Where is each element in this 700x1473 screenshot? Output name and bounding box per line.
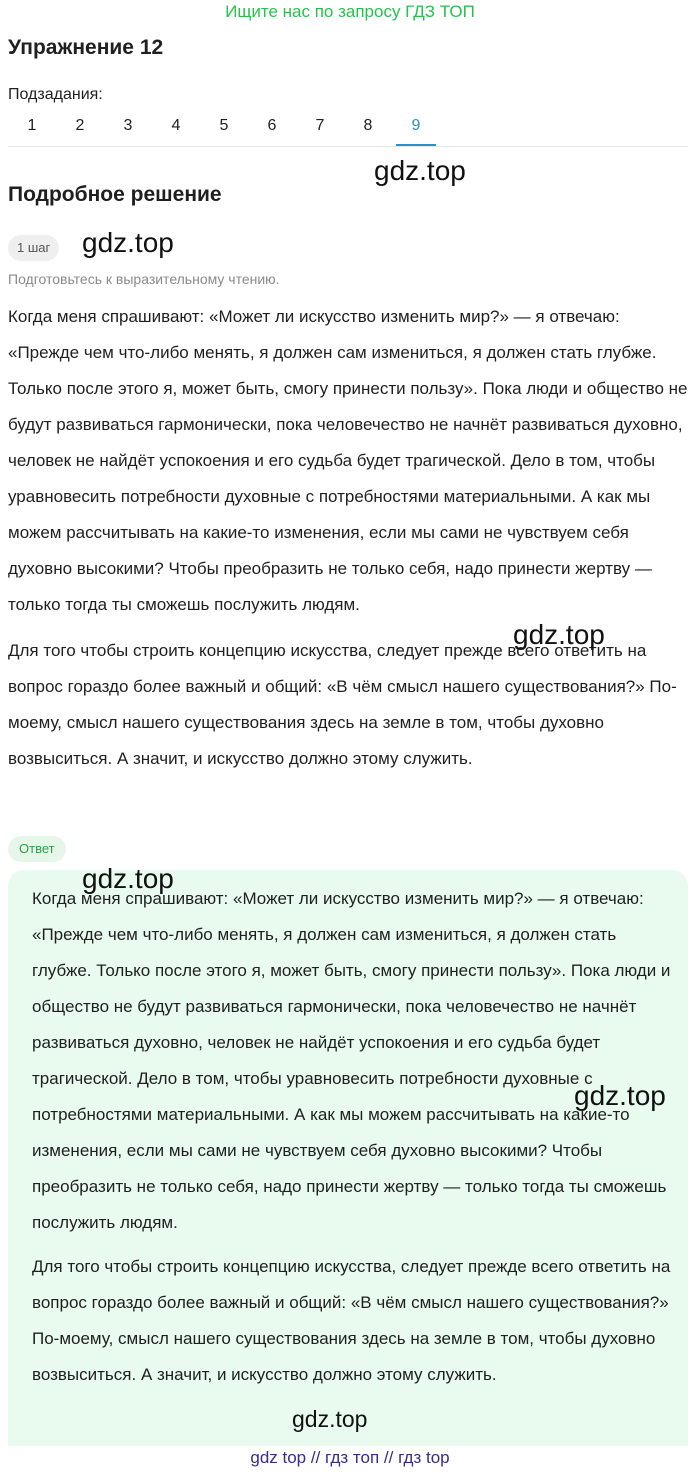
footer-link-gdz-top-ru[interactable]: гдз топ bbox=[325, 1448, 380, 1467]
subtask-tab-8[interactable]: 8 bbox=[363, 117, 373, 134]
subtask-tabs bbox=[8, 110, 440, 146]
section-title: Подробное решение bbox=[8, 183, 222, 206]
answer-box bbox=[8, 870, 688, 1446]
answer-paragraph: Для того чтобы строить концепцию искусства, следует прежде всего ответить на вопрос гораздо более важный и общий: «В чём смысл нашего существования?» По-моему, смысл нашего существования здесь на земле в том, чтобы духовно возвыситься. А значит, и искусство должно этому служить. bbox=[32, 1257, 671, 1384]
solution-text bbox=[8, 299, 692, 787]
subtask-tab-2[interactable]: 2 bbox=[75, 117, 85, 134]
watermark: gdz.top bbox=[513, 619, 605, 650]
watermark: gdz.top bbox=[292, 1406, 368, 1432]
step-badge: 1 шаг bbox=[8, 235, 59, 261]
subtask-tab-9[interactable]: 9 bbox=[392, 110, 440, 146]
footer-separator: // bbox=[379, 1448, 399, 1467]
tabs-divider bbox=[8, 146, 688, 147]
exercise-title: Упражнение 12 bbox=[8, 36, 164, 59]
solution-paragraph: Когда меня спрашивают: «Может ли искусство изменить мир?» — я отвечаю: «Прежде чем что-либо менять, я должен сам измениться, я должен стать глубже. Только после этого я, может быть, смогу принести пользу». Пока люди и общество не будут развиваться гармонически, пока человечество не начнёт развиваться духовно, человек не найдёт успокоения и его судьба будет трагической. Дело в том, чтобы уравновесить потребности духовные с потребностями материальными. А как мы можем рассчитывать на какие-то изменения, если мы сами не чувствуем себя духовно высокими? Чтобы преобразить не только себя, надо принести жертву — только тогда ты сможешь послужить людям. bbox=[8, 307, 688, 614]
footer-link-gdz-top-mixed[interactable]: гдз top bbox=[398, 1448, 450, 1467]
subtask-tab-6[interactable]: 6 bbox=[267, 117, 277, 134]
footer-link-gdz-top[interactable]: gdz top bbox=[250, 1448, 307, 1467]
subtask-tab-5[interactable]: 5 bbox=[219, 117, 229, 134]
watermark: gdz.top bbox=[82, 227, 174, 258]
footer-separator: // bbox=[306, 1448, 326, 1467]
top-banner[interactable]: Ищите нас по запросу ГДЗ ТОП bbox=[225, 2, 475, 21]
subtask-tab-3[interactable]: 3 bbox=[123, 117, 133, 134]
task-hint: Подготовьтесь к выразительному чтению. bbox=[8, 271, 280, 287]
watermark: gdz.top bbox=[374, 155, 466, 186]
answer-badge: Ответ bbox=[8, 836, 66, 862]
watermark: gdz.top bbox=[82, 863, 174, 894]
watermark: gdz.top bbox=[574, 1080, 666, 1111]
answer-paragraph: Когда меня спрашивают: «Может ли искусство изменить мир?» — я отвечаю: «Прежде чем что-либо менять, я должен сам измениться, я должен стать глубже. Только после этого я, может быть, смогу принести пользу». Пока люди и общество не будут развиваться гармонически, пока человечество не начнёт развиваться духовно, человек не найдёт успокоения и его судьба будет трагической. Дело в том, чтобы уравновесить потребности духовные с потребностями материальными. А как мы можем рассчитывать на какие-то изменения, если мы сами не чувствуем себя духовно высокими? Чтобы преобразить не только себя, надо принести жертву — только тогда ты сможешь послужить людям. bbox=[32, 889, 671, 1232]
subtasks-label: Подзадания: bbox=[8, 86, 103, 103]
footer-links bbox=[0, 1447, 700, 1469]
subtask-tab-4[interactable]: 4 bbox=[171, 117, 181, 134]
subtask-tab-7[interactable]: 7 bbox=[315, 117, 325, 134]
solution-paragraph: Для того чтобы строить концепцию искусства, следует прежде всего ответить на вопрос гораздо более важный и общий: «В чём смысл нашего существования?» По-моему, смысл нашего существования здесь на земле в том, чтобы духовно возвыситься. А значит, и искусство должно этому служить. bbox=[8, 641, 677, 768]
subtask-tab-1[interactable]: 1 bbox=[27, 117, 37, 134]
